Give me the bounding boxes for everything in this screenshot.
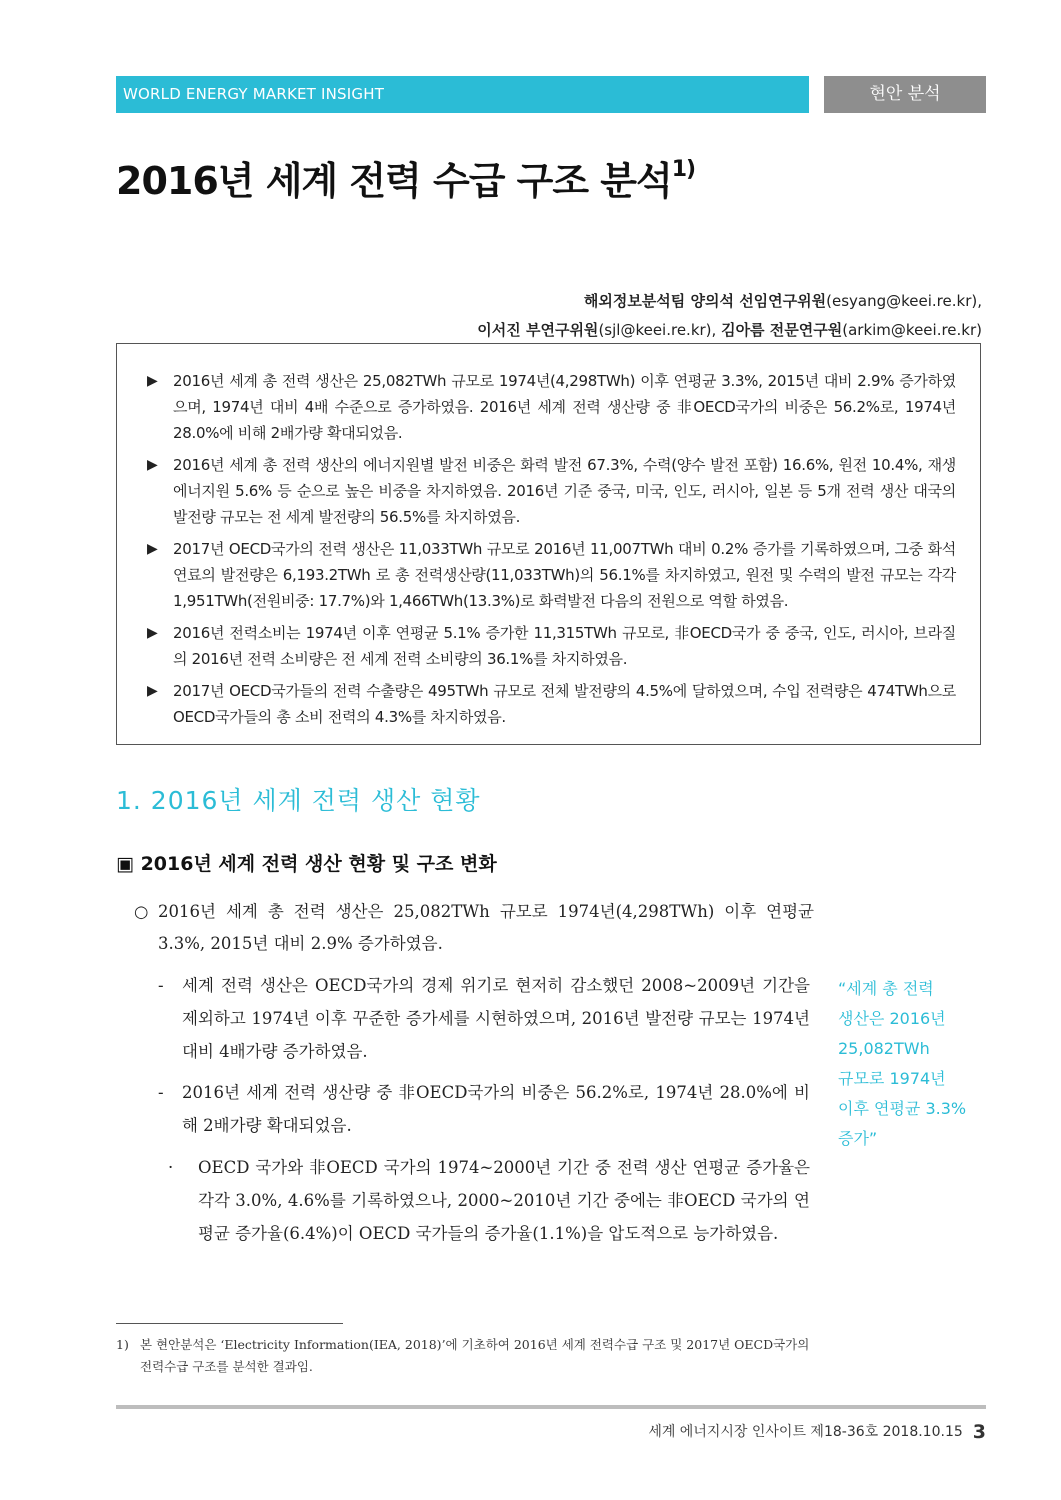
summary-item-text: 2017년 OECD국가의 전력 생산은 11,033TWh 규모로 2016년 11,007TWh 대비 0.2% 증가를 기록하였으며, 그중 화석연료의 발전량은 6,193.2TWh 로 총 전력생산량(11,033TWh)의 56.1%를 차지하였고, 원전 및 수력의 발전 규모는 각각 1,951TWh(전원비중: 17.7%)와 1,466TWh(13.3%)로 화력발전 다음의 전원으로 역할 하였음.: [173, 540, 956, 610]
pull-quote: “세계 총 전력 생산은 2016년 25,082TWh 규모로 1974년 이후 연평균 3.3% 증가”: [838, 979, 967, 1148]
triangle-bullet-icon: ▶: [147, 625, 158, 641]
author-block: [477, 287, 982, 345]
summary-item-text: 2017년 OECD국가들의 전력 수출량은 495TWh 규모로 전체 발전량의 4.5%에 달하였으며, 수입 전력량은 474TWh으로 OECD국가들의 총 소비 전력의 4.3%를 차지하였음.: [173, 682, 956, 726]
page-title-text: 2016년 세계 전력 수급 구조 분석: [116, 159, 672, 203]
author-2-email: (sjl@keei.re.kr),: [598, 321, 717, 339]
footnote: [116, 1334, 810, 1378]
circle-paragraph: [134, 896, 814, 960]
dash-bullet-icon: -: [158, 1083, 164, 1102]
dash-paragraph-text: 2016년 세계 전력 생산량 중 非OECD국가의 비중은 56.2%로, 1974년 28.0%에 비해 2배가량 확대되었음.: [182, 1083, 810, 1135]
footnote-text: 본 현안분석은 ‘Electricity Information(IEA, 2018)’에 기초하여 2016년 세계 전력수급 구조 및 2017년 OECD국가의 전력수급 구조를 분석한 결과임.: [140, 1337, 810, 1374]
subsection-title: ▣ 2016년 세계 전력 생산 현황 및 구조 변화: [116, 853, 497, 875]
triangle-bullet-icon: ▶: [147, 373, 158, 389]
summary-item: [147, 678, 956, 730]
summary-item: [147, 452, 956, 530]
footer-divider: [116, 1405, 986, 1409]
circle-bullet-icon: ○: [134, 902, 149, 921]
header-category: 현안 분석: [824, 76, 986, 113]
triangle-bullet-icon: ▶: [147, 683, 158, 699]
dash-paragraph: [158, 969, 810, 1068]
page-title: [116, 150, 695, 205]
dot-paragraph: [168, 1151, 810, 1250]
summary-item-text: 2016년 전력소비는 1974년 이후 연평균 5.1% 증가한 11,315TWh 규모로, 非OECD국가 중 중국, 인도, 러시아, 브라질의 2016년 전력 소비량은 전 세계 전력 소비량의 36.1%를 차지하였음.: [173, 624, 956, 668]
dot-bullet-icon: ·: [168, 1158, 174, 1177]
page-number: 3: [972, 1421, 986, 1443]
author-3-name: 김아름 전문연구원: [721, 321, 843, 339]
triangle-bullet-icon: ▶: [147, 457, 158, 473]
circle-paragraph-text: 2016년 세계 총 전력 생산은 25,082TWh 규모로 1974년(4,298TWh) 이후 연평균 3.3%, 2015년 대비 2.9% 증가하였음.: [158, 902, 814, 953]
dot-paragraph-text: OECD 국가와 非OECD 국가의 1974~2000년 기간 중 전력 생산 연평균 증가율은 각각 3.0%, 4.6%를 기록하였으나, 2000~2010년 기간 중에는 非OECD 국가의 연평균 증가율(6.4%)이 OECD 국가들의 증가율(1.1%)을 압도적으로 능가하였음.: [198, 1158, 810, 1243]
section-title: 1. 2016년 세계 전력 생산 현황: [116, 786, 481, 815]
author-line-1: [477, 287, 982, 316]
author-1-email: (esyang@keei.re.kr),: [826, 292, 982, 310]
author-1-name: 해외정보분석팀 양의석 선임연구위원: [583, 292, 827, 310]
page-footer: [648, 1421, 986, 1443]
dash-paragraph: [158, 1076, 810, 1142]
author-2-name: 이서진 부연구위원: [477, 321, 599, 339]
summary-item-text: 2016년 세계 총 전력 생산은 25,082TWh 규모로 1974년(4,298TWh) 이후 연평균 3.3%, 2015년 대비 2.9% 증가하였으며, 1974년 대비 4배 수준으로 증가하였음. 2016년 세계 전력 생산량 중 非OECD국가의 비중은 56.2%로, 1974년 28.0%에 비해 2배가량 확대되었음.: [173, 372, 956, 442]
footnote-divider: [116, 1323, 343, 1324]
summary-box: [116, 343, 981, 745]
triangle-bullet-icon: ▶: [147, 541, 158, 557]
author-line-2: [477, 316, 982, 345]
summary-item: [147, 620, 956, 672]
summary-item-text: 2016년 세계 총 전력 생산의 에너지원별 발전 비중은 화력 발전 67.3%, 수력(양수 발전 포함) 16.6%, 원전 10.4%, 재생에너지원 5.6% 등 순으로 높은 비중을 차지하였음. 2016년 기준 중국, 미국, 인도, 러시아, 일본 등 5개 전력 생산 대국의 발전량 규모는 전 세계 발전량의 56.5%를 차지하였음.: [173, 456, 956, 526]
header-publication-name: WORLD ENERGY MARKET INSIGHT: [116, 76, 809, 113]
dash-bullet-icon: -: [158, 976, 164, 995]
footnote-mark: 1): [116, 1337, 129, 1352]
author-3-email: (arkim@keei.re.kr): [842, 321, 982, 339]
title-footnote-mark: 1): [671, 157, 696, 183]
footer-publication: 세계 에너지시장 인사이트 제18-36호 2018.10.15: [648, 1424, 963, 1440]
summary-item: [147, 368, 956, 446]
summary-item: [147, 536, 956, 614]
dash-paragraph-text: 세계 전력 생산은 OECD국가의 경제 위기로 현저히 감소했던 2008~2009년 기간을 제외하고 1974년 이후 꾸준한 증가세를 시현하였으며, 2016년 발전량 규모는 1974년 대비 4배가량 증가하였음.: [182, 976, 810, 1061]
